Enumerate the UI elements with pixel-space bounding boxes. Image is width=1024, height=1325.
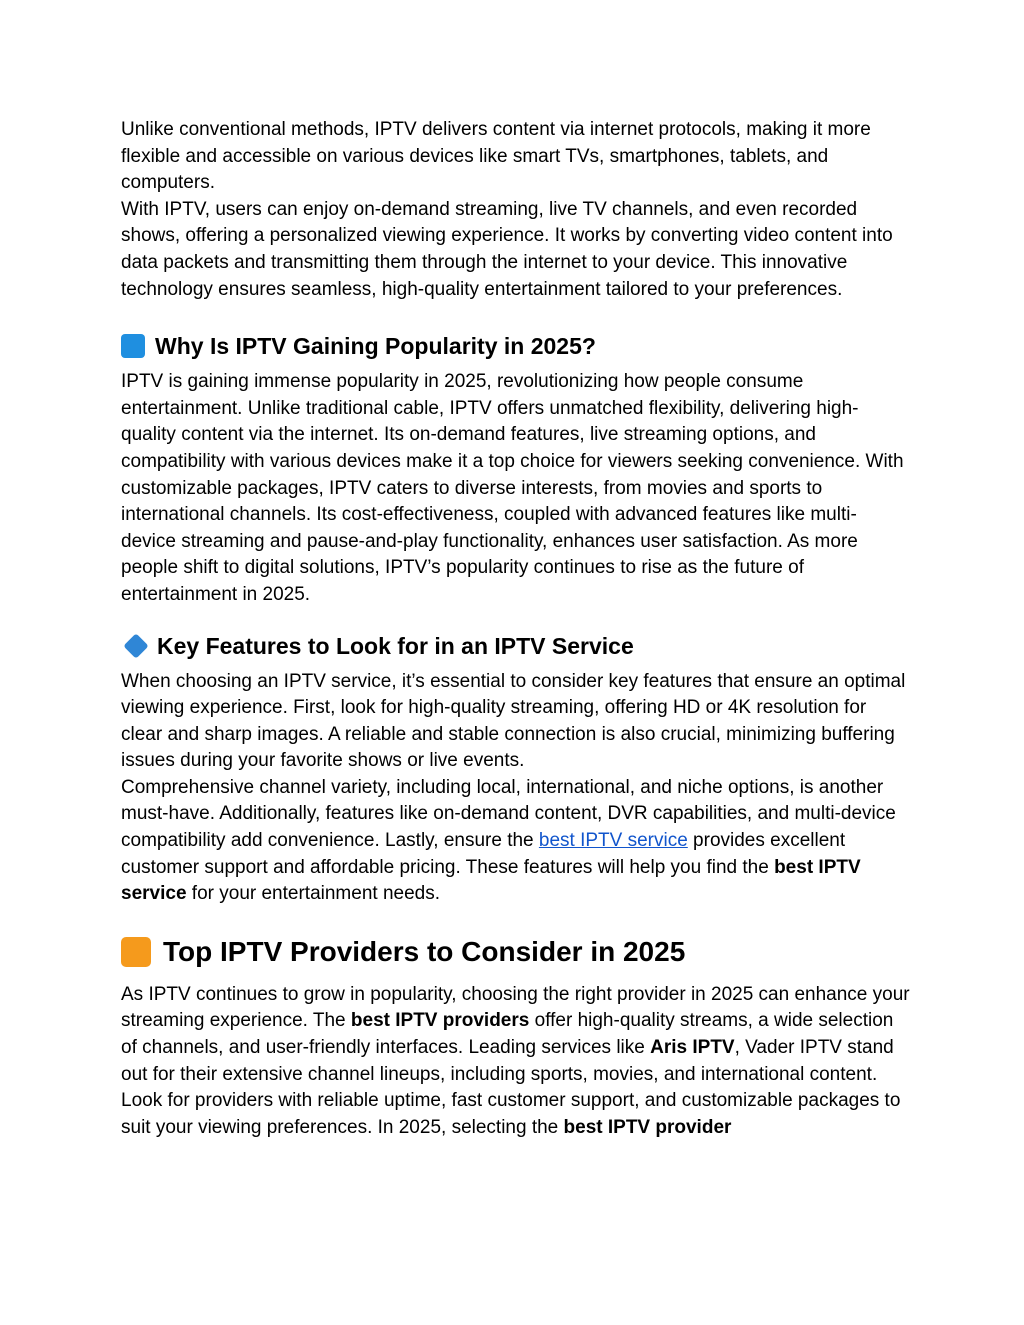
features-bold-text: best IPTV service — [121, 856, 861, 905]
best-iptv-service-link[interactable]: best IPTV service — [538, 830, 688, 852]
providers-text-a: As IPTV continues to grow in popularity, choosing the right provider in 2025 can enhance your streaming experience. The — [121, 983, 910, 1032]
features-text-a: Comprehensive channel variety, including local, international, and niche options, is another must-have. Additionally, features like on-demand content, DVR capabilities, and multi-device compatibility add convenience. Lastly, ensure the — [121, 776, 896, 852]
providers-paragraph-2 — [121, 1088, 911, 1141]
providers-bold-3: best IPTV provider — [563, 1116, 732, 1138]
intro-paragraph-1: Unlike conventional methods, IPTV delivers content via internet protocols, making it more flexible and accessible on various devices like smart TVs, smartphones, tablets, and computers. — [121, 119, 871, 194]
section-heading-top-providers — [121, 934, 911, 970]
popularity-paragraph: IPTV is gaining immense popularity in 2025, revolutionizing how people consume entertainment. Unlike traditional cable, IPTV offers unmatched flexibility, delivering high-quality content via the internet. Its on-demand features, live streaming options, and compatibility with various devices make it a top choice for viewers seeking convenience. With customizable packages, IPTV caters to diverse interests, from movies and sports to international channels. Its cost-effectiveness, coupled with advanced features like multi-device streaming and pause-and-play functionality, enhances user satisfaction. As more people shift to digital solutions, IPTV’s popularity continues to rise as the future of entertainment in 2025. — [121, 371, 904, 605]
providers-paragraph-1 — [121, 982, 911, 1088]
blue-square-icon — [121, 334, 145, 358]
features-paragraph-2 — [121, 775, 911, 908]
section-heading-popularity — [121, 331, 911, 361]
features-text-b: provides excellent customer support and affordable pricing. These features will help you find the — [121, 830, 846, 878]
blue-diamond-icon — [123, 633, 148, 658]
features-text-c: for your entertainment needs. — [186, 883, 440, 905]
providers-bold-2: Aris IPTV — [650, 1037, 735, 1059]
section-heading-popularity-text: Why Is IPTV Gaining Popularity in 2025? — [155, 333, 596, 360]
document-page — [121, 117, 911, 1141]
providers-text-d: Look for providers with reliable uptime, fast customer support, and customizable packages to suit your viewing preferences. In 2025, selecting the — [121, 1090, 901, 1138]
intro-paragraph-2: With IPTV, users can enjoy on-demand streaming, live TV channels, and even recorded shows, offering a personalized viewing experience. It works by converting video content into data packets and transmitting them through the internet to your device. This innovative technology ensures seamless, high-quality entertainment tailored to your preferences. — [121, 198, 893, 300]
providers-bold-1: best IPTV providers — [350, 1010, 530, 1032]
providers-text-c: , Vader IPTV stand out for their extensive channel lineups, including sports, movies, and international content. — [121, 1037, 894, 1085]
section-heading-key-features — [121, 631, 911, 661]
orange-square-icon — [121, 937, 151, 967]
section-heading-top-providers-text: Top IPTV Providers to Consider in 2025 — [163, 935, 686, 967]
providers-text-b: offer high-quality streams, a wide selection of channels, and user-friendly interfaces. Leading services like — [121, 1010, 894, 1059]
section-heading-key-features-text: Key Features to Look for in an IPTV Service — [157, 632, 634, 659]
features-paragraph-1: When choosing an IPTV service, it’s essential to consider key features that ensure an optimal viewing experience. First, look for high-quality streaming, offering HD or 4K resolution for clear and sharp images. A reliable and stable connection is also crucial, minimizing buffering issues during your favorite shows or live events. — [121, 670, 906, 772]
